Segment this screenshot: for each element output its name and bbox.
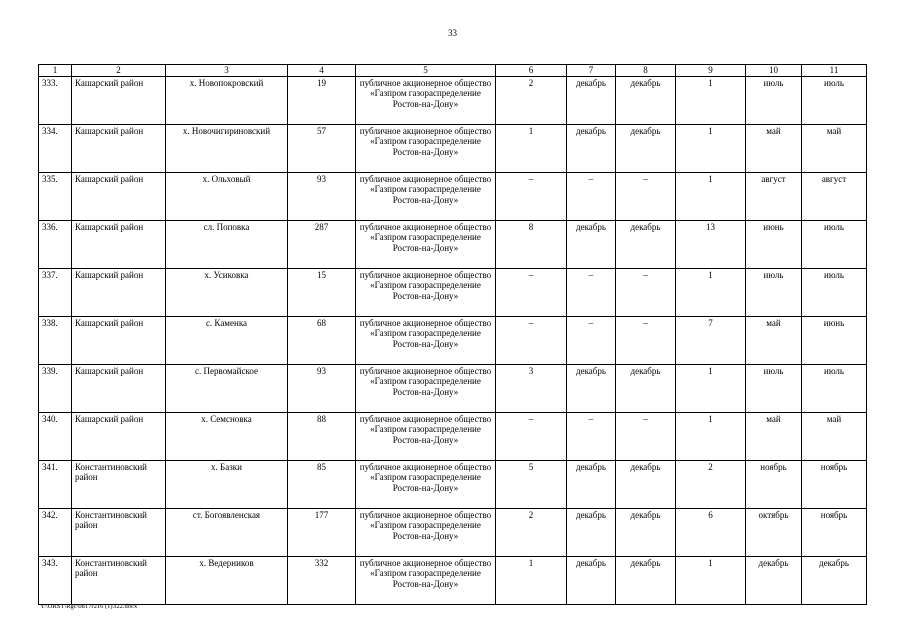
table-row [39,557,867,605]
table-cell: декабрь [567,365,616,413]
table-cell: 15 [288,269,356,317]
table-cell: 1 [676,413,746,461]
table-cell: 68 [288,317,356,365]
table-cell: – [567,173,616,221]
column-header: 3 [166,65,288,77]
table-cell: публичное акционерное общество «Газпром газораспределение Ростов-на-Дону» [356,221,496,269]
table-cell: – [616,173,676,221]
table-cell: публичное акционерное общество «Газпром газораспределение Ростов-на-Дону» [356,557,496,605]
table-cell: 1 [676,365,746,413]
table-cell: 1 [676,269,746,317]
table-cell: – [567,317,616,365]
table-cell: декабрь [616,509,676,557]
table-cell: декабрь [746,557,802,605]
table-cell: июнь [802,317,867,365]
table-cell: декабрь [567,125,616,173]
table-row [39,365,867,413]
table-cell: публичное акционерное общество «Газпром газораспределение Ростов-на-Дону» [356,365,496,413]
table-cell: июль [746,269,802,317]
table-cell: 342. [39,509,72,557]
table-cell: ноябрь [802,509,867,557]
table-cell: май [746,317,802,365]
table-cell: х. Ольховый [166,173,288,221]
table-cell: 88 [288,413,356,461]
table-cell: – [496,173,567,221]
table-cell: Кашарский район [72,221,166,269]
table-row [39,461,867,509]
table-cell: – [616,269,676,317]
table-cell: публичное акционерное общество «Газпром газораспределение Ростов-на-Дону» [356,269,496,317]
table-cell: декабрь [616,221,676,269]
table-cell: 8 [496,221,567,269]
table-cell: декабрь [616,365,676,413]
table-cell: публичное акционерное общество «Газпром газораспределение Ростов-на-Дону» [356,509,496,557]
column-header: 10 [746,65,802,77]
table-cell: ст. Богоявленская [166,509,288,557]
table-cell: х. Ведерников [166,557,288,605]
table-cell: август [802,173,867,221]
table-cell: Кашарский район [72,413,166,461]
table-cell: декабрь [567,509,616,557]
table-cell: 2 [676,461,746,509]
table-cell: июль [746,365,802,413]
table-cell: 2 [496,509,567,557]
table-cell: октябрь [746,509,802,557]
table-cell: Кашарский район [72,125,166,173]
table-cell: 13 [676,221,746,269]
table-cell: 1 [676,77,746,125]
table-cell: декабрь [616,461,676,509]
table-cell: 1 [496,557,567,605]
table-row [39,269,867,317]
table-cell: 93 [288,365,356,413]
table-cell: 340. [39,413,72,461]
column-header: 9 [676,65,746,77]
table-cell: июнь [746,221,802,269]
table-cell: 335. [39,173,72,221]
table-cell: х. Новопокровский [166,77,288,125]
table-cell: публичное акционерное общество «Газпром газораспределение Ростов-на-Дону» [356,125,496,173]
table-cell: – [496,413,567,461]
table-cell: х. Усиковка [166,269,288,317]
table-cell: август [746,173,802,221]
column-header: 6 [496,65,567,77]
table-cell: – [616,413,676,461]
table-cell: 343. [39,557,72,605]
table-cell: 85 [288,461,356,509]
table-cell: декабрь [567,461,616,509]
table-cell: 287 [288,221,356,269]
table-cell: 1 [676,125,746,173]
table-cell: х. Семсновка [166,413,288,461]
table-cell: май [746,413,802,461]
table-cell: Константиновский район [72,557,166,605]
table-cell: Кашарский район [72,317,166,365]
table-cell: публичное акционерное общество «Газпром газораспределение Ростов-на-Дону» [356,173,496,221]
table-cell: июль [802,365,867,413]
table-cell: публичное акционерное общество «Газпром газораспределение Ростов-на-Дону» [356,77,496,125]
table-cell: декабрь [616,125,676,173]
table-row [39,77,867,125]
table-cell: декабрь [567,557,616,605]
table-cell: 337. [39,269,72,317]
table-cell: июль [802,269,867,317]
column-header: 2 [72,65,166,77]
table-cell: 334. [39,125,72,173]
table-cell: – [496,317,567,365]
table-cell: сл. Поповка [166,221,288,269]
table-cell: декабрь [616,77,676,125]
table-cell: декабрь [567,221,616,269]
table-cell: Кашарский район [72,365,166,413]
table-cell: 5 [496,461,567,509]
table-cell: 6 [676,509,746,557]
table-cell: 338. [39,317,72,365]
table-cell: – [616,317,676,365]
page-number: 33 [448,28,457,38]
column-header: 11 [802,65,867,77]
schedule-table [38,64,867,605]
column-header: 5 [356,65,496,77]
table-cell: с. Первомайское [166,365,288,413]
table-cell: май [746,125,802,173]
table-cell: июль [746,77,802,125]
table-cell: 57 [288,125,356,173]
table-cell: 336. [39,221,72,269]
table-cell: Кашарский район [72,269,166,317]
table-cell: 339. [39,365,72,413]
table-row [39,173,867,221]
column-header: 4 [288,65,356,77]
column-header: 7 [567,65,616,77]
table-cell: публичное акционерное общество «Газпром газораспределение Ростов-на-Дону» [356,413,496,461]
table-header [39,65,867,77]
table-cell: ноябрь [802,461,867,509]
table-cell: май [802,413,867,461]
table-cell: 341. [39,461,72,509]
table-cell: 1 [676,557,746,605]
column-header: 1 [39,65,72,77]
table-row [39,125,867,173]
table-cell: Кашарский район [72,77,166,125]
table-cell: – [567,269,616,317]
table-cell: х. Базки [166,461,288,509]
table-cell: ноябрь [746,461,802,509]
table-cell: декабрь [567,77,616,125]
table-cell: 19 [288,77,356,125]
file-path-footer: Y:\ORST\Rgc\0817r216 (1).f22.docx [40,603,138,610]
table-row [39,413,867,461]
table-cell: 1 [676,173,746,221]
table-cell: декабрь [802,557,867,605]
table-cell: 3 [496,365,567,413]
column-header: 8 [616,65,676,77]
table-row [39,221,867,269]
table-row [39,509,867,557]
table-cell: май [802,125,867,173]
table-cell: 333. [39,77,72,125]
table-cell: х. Новочигиринoвский [166,125,288,173]
table-cell: – [496,269,567,317]
table-cell: 1 [496,125,567,173]
table-cell: июль [802,221,867,269]
header-row [39,65,867,77]
table-cell: 332 [288,557,356,605]
table-cell: Кашарский район [72,173,166,221]
table-cell: Константиновский район [72,461,166,509]
table-cell: декабрь [616,557,676,605]
table-cell: 7 [676,317,746,365]
table-cell: 177 [288,509,356,557]
table-cell: июль [802,77,867,125]
table-row [39,317,867,365]
table-cell: – [567,413,616,461]
table-cell: 2 [496,77,567,125]
table-cell: 93 [288,173,356,221]
table-cell: публичное акционерное общество «Газпром газораспределение Ростов-на-Дону» [356,461,496,509]
table-cell: с. Каменка [166,317,288,365]
table-cell: публичное акционерное общество «Газпром газораспределение Ростов-на-Дону» [356,317,496,365]
table-body [39,77,867,605]
table-cell: Константиновский район [72,509,166,557]
